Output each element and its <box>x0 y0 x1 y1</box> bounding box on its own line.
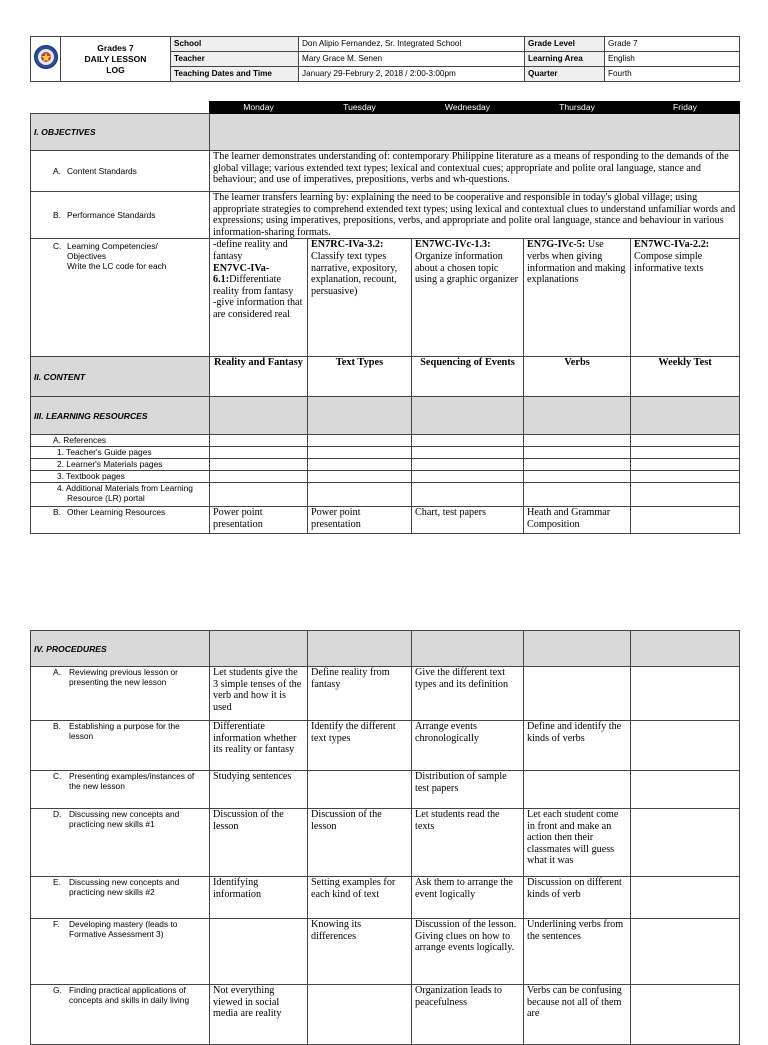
resources-heading: III. LEARNING RESOURCES <box>31 397 210 435</box>
deped-seal <box>31 37 61 82</box>
procedure-row <box>31 809 740 877</box>
procedures-section-row <box>31 631 740 667</box>
procedure-cell-tuesday: Setting examples for each kind of text <box>308 877 412 919</box>
other-resources-label: B. Other Learning Resources <box>31 507 210 534</box>
dll-title-grade: Grades 7 <box>97 42 134 53</box>
procedure-label: G. Finding practical applications of concepts and skills in daily living <box>31 985 210 1045</box>
procedure-cell-thursday: Discussion on different kinds of verb <box>524 877 631 919</box>
procedure-cell-tuesday: Identify the different text types <box>308 721 412 771</box>
procedure-cell-wednesday: Arrange events chronologically <box>412 721 524 771</box>
procedure-cell-tuesday: Discussion of the lesson <box>308 809 412 877</box>
school-label: School <box>171 37 299 52</box>
day-header-row <box>31 102 740 114</box>
procedure-cell-thursday: Verbs can be confusing because not all of them are <box>524 985 631 1045</box>
competency-friday: EN7WC-IVa-2.2: Compose simple informative texts <box>631 239 740 357</box>
procedure-cell-tuesday: Knowing its differences <box>308 919 412 985</box>
resources-section-row <box>31 397 740 435</box>
learning-area-label: Learning Area <box>525 52 605 67</box>
procedure-cell-wednesday: Distribution of sample test papers <box>412 771 524 809</box>
procedure-cell-thursday: Underlining verbs from the sentences <box>524 919 631 985</box>
procedure-cell-tuesday <box>308 771 412 809</box>
additional-materials-row <box>31 483 740 507</box>
procedure-cell-friday <box>631 809 740 877</box>
procedure-cell-wednesday: Ask them to arrange the event logically <box>412 877 524 919</box>
procedure-cell-friday <box>631 721 740 771</box>
procedure-cell-friday <box>631 877 740 919</box>
procedure-cell-wednesday: Give the different text types and its definition <box>412 667 524 721</box>
school-value: Don Alipio Fernandez, Sr. Integrated School <box>299 37 525 52</box>
deped-seal-icon <box>33 40 59 74</box>
procedure-row <box>31 667 740 721</box>
content-topic-friday: Weekly Test <box>631 357 740 397</box>
other-resource-tuesday: Power point presentation <box>308 507 412 534</box>
procedure-row <box>31 877 740 919</box>
procedure-label: B. Establishing a purpose for the lesson <box>31 721 210 771</box>
procedure-cell-tuesday <box>308 985 412 1045</box>
objectives-section-row <box>31 114 740 151</box>
performance-standards-row <box>31 192 740 239</box>
other-resource-monday: Power point presentation <box>210 507 308 534</box>
day-tuesday: Tuesday <box>308 102 412 114</box>
content-row <box>31 357 740 397</box>
content-topic-monday: Reality and Fantasy <box>210 357 308 397</box>
content-standards-row <box>31 151 740 192</box>
procedures-heading: IV. PROCEDURES <box>31 631 210 667</box>
procedure-cell-friday <box>631 771 740 809</box>
teacher-label: Teacher <box>171 52 299 67</box>
dll-header-table <box>30 36 740 82</box>
competencies-row <box>31 239 740 357</box>
learner-materials-label: 2. Learner's Materials pages <box>31 459 210 471</box>
teaching-dates-label: Teaching Dates and Time <box>171 67 299 82</box>
procedure-label: D. Discussing new concepts and practicing new skills #1 <box>31 809 210 877</box>
quarter-label: Quarter <box>525 67 605 82</box>
grade-level-label: Grade Level <box>525 37 605 52</box>
day-thursday: Thursday <box>524 102 631 114</box>
dll-title-daily: DAILY LESSON <box>84 53 147 64</box>
procedure-label: E. Discussing new concepts and practicing new skills #2 <box>31 877 210 919</box>
content-topic-wednesday: Sequencing of Events <box>412 357 524 397</box>
procedure-label: F. Developing mastery (leads to Formative Assessment 3) <box>31 919 210 985</box>
procedure-cell-monday: Not everything viewed in social media are reality <box>210 985 308 1045</box>
procedure-cell-monday: Studying sentences <box>210 771 308 809</box>
procedure-cell-friday <box>631 667 740 721</box>
content-topic-tuesday: Text Types <box>308 357 412 397</box>
competency-wednesday: EN7WC-IVc-1.3: Organize information about a chosen topic using a graphic organizer <box>412 239 524 357</box>
quarter-value: Fourth <box>605 67 740 82</box>
procedure-label: C. Presenting examples/instances of the new lesson <box>31 771 210 809</box>
procedure-label: A. Reviewing previous lesson or presenting the new lesson <box>31 667 210 721</box>
objectives-heading: I. OBJECTIVES <box>31 114 210 151</box>
references-row <box>31 435 740 447</box>
additional-materials-label: 4. Additional Materials from Learning Resource (LR) portal <box>31 483 210 507</box>
performance-standards-label: B. Performance Standards <box>31 192 210 239</box>
references-label: A. References <box>31 435 210 447</box>
procedure-cell-thursday: Define and identify the kinds of verbs <box>524 721 631 771</box>
teacher-guide-row <box>31 447 740 459</box>
competency-tuesday: EN7RC-IVa-3.2: Classify text types narrative, expository, explanation, recount, persuasive) <box>308 239 412 357</box>
day-wednesday: Wednesday <box>412 102 524 114</box>
other-resource-thursday: Heath and Grammar Composition <box>524 507 631 534</box>
procedure-row <box>31 919 740 985</box>
other-resource-friday <box>631 507 740 534</box>
procedure-cell-thursday <box>524 667 631 721</box>
procedure-cell-monday <box>210 919 308 985</box>
other-resources-row <box>31 507 740 534</box>
procedure-cell-friday <box>631 985 740 1045</box>
dll-title <box>61 37 171 82</box>
procedure-cell-wednesday: Organization leads to peacefulness <box>412 985 524 1045</box>
competency-thursday: EN7G-IVc-5: Use verbs when giving information and making explanations <box>524 239 631 357</box>
procedure-cell-thursday: Let each student come in front and make an action then their classmates will guess what it was <box>524 809 631 877</box>
procedure-cell-monday: Discussion of the lesson <box>210 809 308 877</box>
procedure-cell-wednesday: Discussion of the lesson. Giving clues on how to arrange events logically. <box>412 919 524 985</box>
content-standards-label: A. Content Standards <box>31 151 210 192</box>
competency-monday: -define reality and fantasy EN7VC-IVa-6.1:Differentiate reality from fantasy -give information that are considered real <box>210 239 308 357</box>
procedure-row <box>31 721 740 771</box>
performance-standards-text: The learner transfers learning by: explaining the need to be cooperative and responsible in today's global village; using appropriate strategies to comprehend extended text types; using lexical and contextual clues to understand unfamiliar words and expressions; using imperatives, prepositions, verbs, and appropriate and polite oral language, stance and behaviour in various information-sharing formats. <box>210 192 740 239</box>
learner-materials-row <box>31 459 740 471</box>
procedures-body <box>31 667 740 1045</box>
textbook-row <box>31 471 740 483</box>
procedures-table <box>30 630 740 1045</box>
other-resource-wednesday: Chart, test papers <box>412 507 524 534</box>
dll-title-log: LOG <box>106 64 125 75</box>
procedure-row <box>31 985 740 1045</box>
content-standards-text: The learner demonstrates understanding of: contemporary Philippine literature as a means of responding to the demands of the global village; various extended text types; lexical and contextual cues; appropriate and polite oral language, stance and behaviour; and use of imperatives, prepositions, verbs and wh-questions. <box>210 151 740 192</box>
content-topic-thursday: Verbs <box>524 357 631 397</box>
day-monday: Monday <box>210 102 308 114</box>
textbook-label: 3. Textbook pages <box>31 471 210 483</box>
content-heading: II. CONTENT <box>31 357 210 397</box>
procedure-cell-friday <box>631 919 740 985</box>
competencies-label: C. Learning Competencies/ Objectives Write the LC code for each <box>31 239 210 357</box>
procedure-cell-wednesday: Let students read the texts <box>412 809 524 877</box>
procedure-cell-monday: Identifying information <box>210 877 308 919</box>
objectives-table <box>30 101 740 534</box>
learning-area-value: English <box>605 52 740 67</box>
day-friday: Friday <box>631 102 740 114</box>
procedure-row <box>31 771 740 809</box>
procedure-cell-monday: Let students give the 3 simple tenses of the verb and how it is used <box>210 667 308 721</box>
grade-level-value: Grade 7 <box>605 37 740 52</box>
procedure-cell-tuesday: Define reality from fantasy <box>308 667 412 721</box>
teacher-value: Mary Grace M. Senen <box>299 52 525 67</box>
procedure-cell-thursday <box>524 771 631 809</box>
teacher-guide-label: 1. Teacher's Guide pages <box>31 447 210 459</box>
teaching-dates-value: January 29-Februry 2, 2018 / 2:00-3:00pm <box>299 67 525 82</box>
procedure-cell-monday: Differentiate information whether its reality or fantasy <box>210 721 308 771</box>
